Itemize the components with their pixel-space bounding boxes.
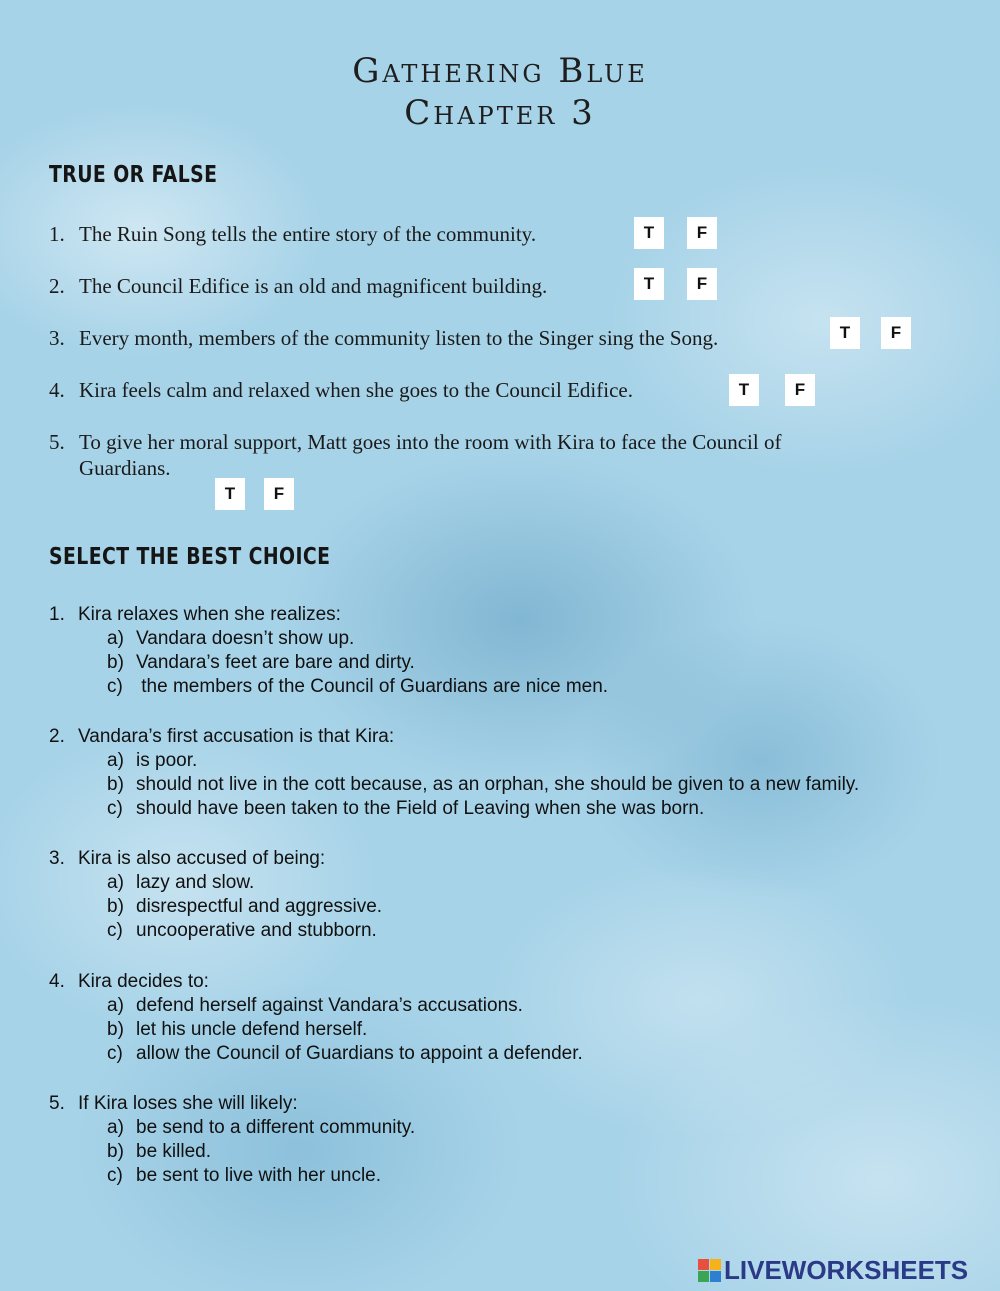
mc-question-text: Kira decides to: — [78, 971, 209, 992]
mc-option[interactable]: c) be sent to live with her uncle. — [107, 1165, 382, 1186]
true-false-heading: TRUE OR FALSE — [49, 162, 218, 188]
mc-question-text: Kira relaxes when she realizes: — [78, 604, 341, 625]
mc-option[interactable]: a) lazy and slow. — [107, 872, 255, 893]
mc-option[interactable]: b) be killed. — [107, 1141, 211, 1162]
mc-question-text: If Kira loses she will likely: — [78, 1093, 298, 1114]
mc-question-number: 4. — [49, 971, 65, 992]
tf-item-text: To give her moral support, Matt goes into the room with Kira to face the Council of — [79, 430, 782, 454]
tf-3-false-button[interactable]: F — [881, 317, 911, 349]
tf-item-3 — [49, 325, 718, 351]
mc-option[interactable]: b) let his uncle defend herself. — [107, 1019, 368, 1040]
tf-item-text: The Council Edifice is an old and magnificent building. — [79, 274, 548, 298]
tf-item-number: 4. — [49, 378, 65, 402]
tf-item-number: 5. — [49, 430, 65, 454]
mc-question-2 — [49, 725, 859, 821]
logo-tile — [698, 1271, 709, 1282]
mc-option[interactable]: a) is poor. — [107, 750, 198, 771]
tf-item-1 — [49, 221, 536, 247]
tf-item-4 — [49, 377, 633, 403]
page-title-line1: Gathering Blue — [352, 51, 648, 91]
tf-item-2 — [49, 273, 547, 299]
mc-question-number: 1. — [49, 604, 65, 625]
brand-text: LIVEWORKSHEETS — [724, 1254, 969, 1285]
multiple-choice-heading: SELECT THE BEST CHOICE — [49, 544, 331, 570]
tf-2-false-button[interactable]: F — [687, 268, 717, 300]
tf-1-true-button[interactable]: T — [634, 217, 664, 249]
tf-item-text: Kira feels calm and relaxed when she goes to the Council Edifice. — [79, 378, 633, 402]
tf-3-true-button[interactable]: T — [830, 317, 860, 349]
tf-item-number: 2. — [49, 274, 65, 298]
tf-item-5 — [49, 429, 781, 481]
tf-5-true-button[interactable]: T — [215, 478, 245, 510]
logo-tile — [710, 1271, 721, 1282]
mc-option[interactable]: a) be send to a different community. — [107, 1117, 416, 1138]
tf-4-false-button[interactable]: F — [785, 374, 815, 406]
logo-tile — [710, 1259, 721, 1270]
tf-item-number: 3. — [49, 326, 65, 350]
tf-1-false-button[interactable]: F — [687, 217, 717, 249]
liveworksheets-brand[interactable] — [698, 1256, 968, 1284]
mc-question-3 — [49, 847, 382, 943]
mc-option[interactable]: c) allow the Council of Guardians to appoint a defender. — [107, 1043, 583, 1064]
tf-item-number: 1. — [49, 222, 65, 246]
liveworksheets-logo-icon — [698, 1259, 721, 1282]
tf-5-false-button[interactable]: F — [264, 478, 294, 510]
mc-option[interactable]: b) should not live in the cott because, as an orphan, she should be given to a new family. — [107, 774, 860, 795]
mc-question-4 — [49, 970, 583, 1066]
page-title-line2: Chapter 3 — [404, 93, 596, 133]
mc-option[interactable]: a) defend herself against Vandara’s accusations. — [107, 995, 523, 1016]
mc-option[interactable]: b) disrespectful and aggressive. — [107, 896, 383, 917]
tf-item-text: The Ruin Song tells the entire story of the community. — [79, 222, 537, 246]
mc-question-number: 3. — [49, 848, 65, 869]
mc-question-5 — [49, 1092, 415, 1188]
tf-2-true-button[interactable]: T — [634, 268, 664, 300]
mc-question-text: Kira is also accused of being: — [78, 848, 326, 869]
mc-option[interactable]: b) Vandara’s feet are bare and dirty. — [107, 652, 415, 673]
mc-option[interactable]: c) should have been taken to the Field of Leaving when she was born. — [107, 798, 705, 819]
mc-question-number: 5. — [49, 1093, 65, 1114]
mc-option[interactable]: a) Vandara doesn’t show up. — [107, 628, 355, 649]
mc-option[interactable]: c) the members of the Council of Guardians are nice men. — [107, 676, 609, 697]
mc-question-text: Vandara’s first accusation is that Kira: — [78, 726, 395, 747]
logo-tile — [698, 1259, 709, 1270]
mc-question-number: 2. — [49, 726, 65, 747]
mc-question-1 — [49, 603, 608, 699]
tf-4-true-button[interactable]: T — [729, 374, 759, 406]
tf-item-text: Every month, members of the community listen to the Singer sing the Song. — [79, 326, 719, 350]
tf-item-text-continued: Guardians. — [79, 456, 171, 480]
mc-option[interactable]: c) uncooperative and stubborn. — [107, 920, 377, 941]
